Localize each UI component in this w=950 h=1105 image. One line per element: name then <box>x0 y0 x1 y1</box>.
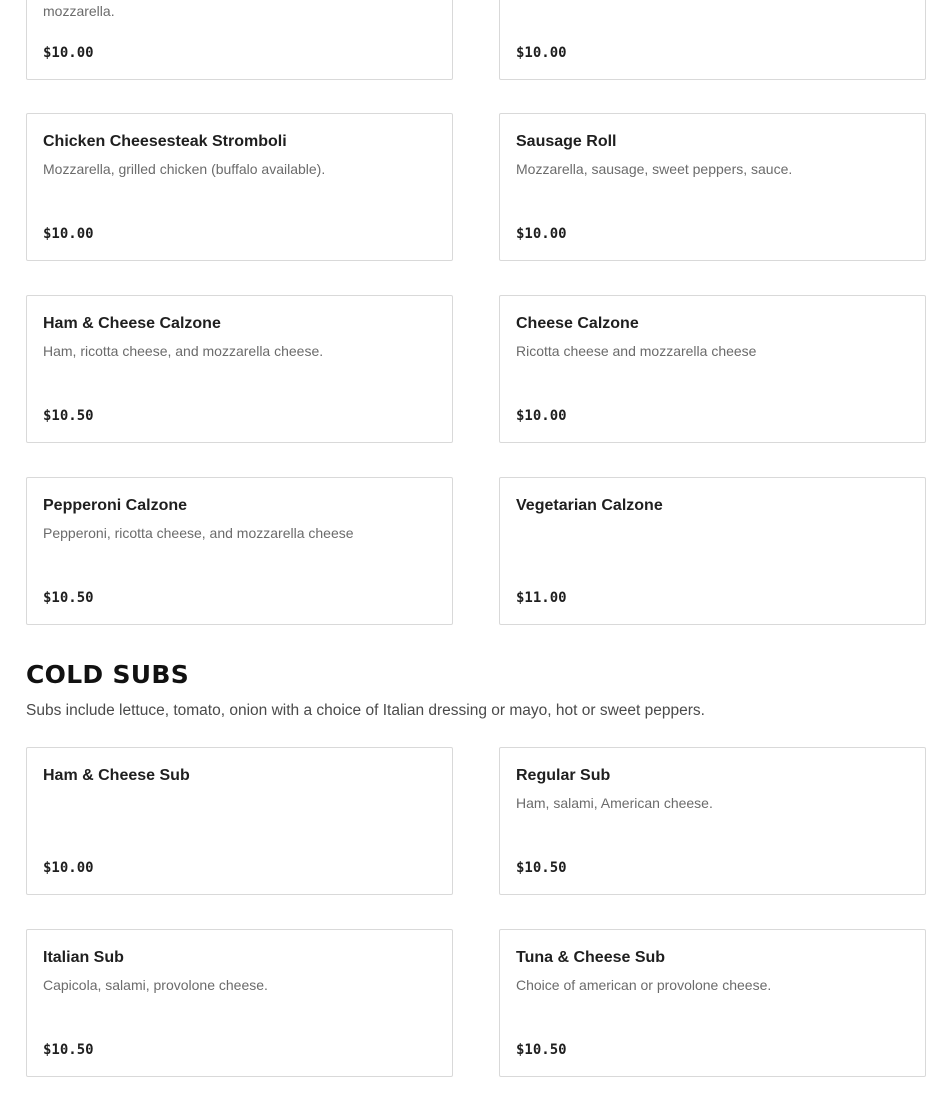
menu-item-price: $10.50 <box>516 860 567 876</box>
menu-item-price: $10.50 <box>43 408 94 424</box>
menu-item-card[interactable] <box>26 747 453 895</box>
menu-item-name: Cheese Calzone <box>516 315 639 332</box>
section-description: Subs include lettuce, tomato, onion with a choice of Italian dressing or mayo, hot or sweet peppers. <box>26 702 705 719</box>
menu-item-card[interactable] <box>26 477 453 625</box>
menu-item-card[interactable] <box>26 0 453 80</box>
menu-item-description: Ham, ricotta cheese, and mozzarella cheese. <box>43 343 324 359</box>
menu-item-name: Sausage Roll <box>516 133 617 150</box>
menu-item-card[interactable] <box>26 113 453 261</box>
menu-item-name: Italian Sub <box>43 949 124 966</box>
menu-item-price: $10.50 <box>43 1042 94 1058</box>
menu-item-price: $10.50 <box>43 590 94 606</box>
menu-item-name: Ham & Cheese Sub <box>43 767 190 784</box>
menu-item-description: Ham, salami, American cheese. <box>516 795 713 811</box>
menu-item-description: Choice of american or provolone cheese. <box>516 977 772 993</box>
menu-item-card[interactable] <box>499 113 926 261</box>
section-title: COLD SUBS <box>26 660 190 689</box>
menu-item-price: $10.00 <box>516 408 567 424</box>
menu-item-name: Ham & Cheese Calzone <box>43 315 221 332</box>
menu-item-price: $10.00 <box>516 45 567 61</box>
menu-item-name: Pepperoni Calzone <box>43 497 188 514</box>
menu-item-card[interactable] <box>26 929 453 1077</box>
menu-item-card[interactable] <box>499 477 926 625</box>
menu-item-description: Mozzarella, sausage, sweet peppers, sauce. <box>516 161 793 177</box>
menu-item-name: Tuna & Cheese Sub <box>516 949 666 966</box>
menu-item-description: Capicola, salami, provolone cheese. <box>43 977 268 993</box>
menu-item-card[interactable] <box>499 747 926 895</box>
menu-item-card[interactable] <box>499 295 926 443</box>
menu-item-price: $10.50 <box>516 1042 567 1058</box>
menu-item-card[interactable] <box>26 295 453 443</box>
menu-item-name: Regular Sub <box>516 767 611 784</box>
menu-item-card[interactable] <box>499 929 926 1077</box>
menu-item-price: $10.00 <box>43 45 94 61</box>
menu-item-name: Chicken Cheesesteak Stromboli <box>43 133 287 150</box>
menu-item-description: Ricotta cheese and mozzarella cheese <box>516 343 757 359</box>
menu-item-description: Mozzarella, grilled chicken (buffalo available). <box>43 161 326 177</box>
menu-item-price: $10.00 <box>43 860 94 876</box>
menu-item-description: mozzarella. <box>43 3 115 19</box>
menu-item-name: Vegetarian Calzone <box>516 497 663 514</box>
menu-item-price: $10.00 <box>516 226 567 242</box>
menu-item-card[interactable] <box>499 0 926 80</box>
menu-item-description: Pepperoni, ricotta cheese, and mozzarella cheese <box>43 525 354 541</box>
menu-item-price: $11.00 <box>516 590 567 606</box>
menu-item-price: $10.00 <box>43 226 94 242</box>
